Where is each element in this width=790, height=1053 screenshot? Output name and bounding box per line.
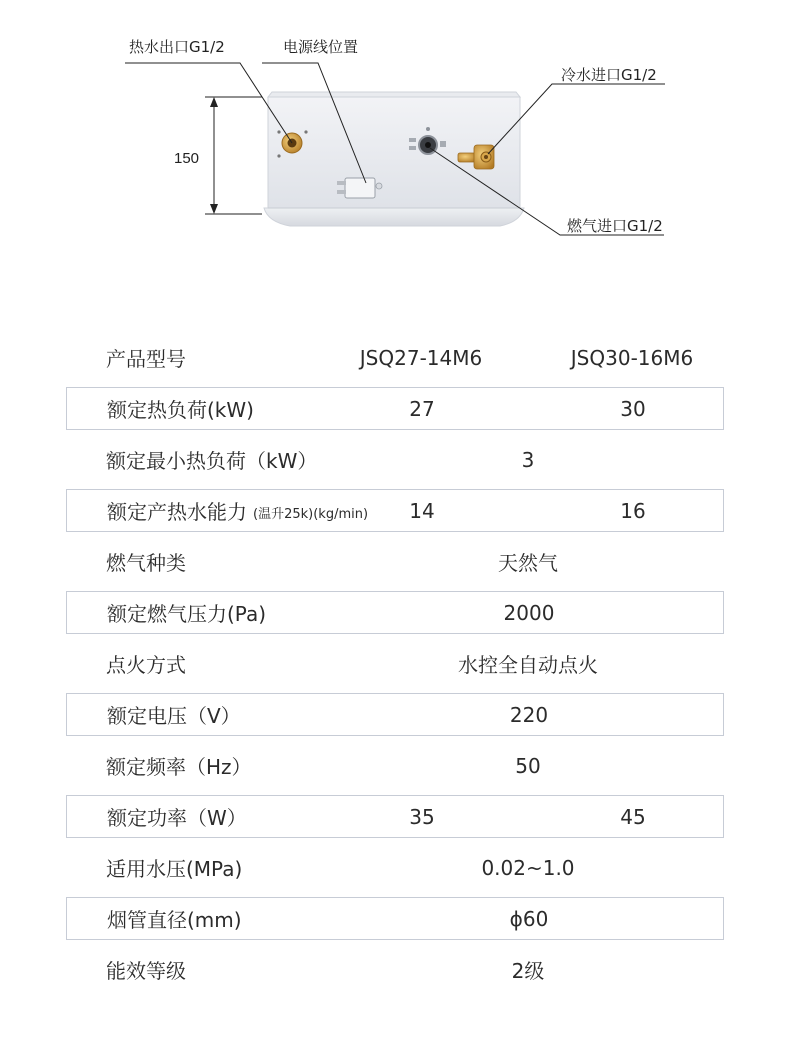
table-row-rated-power	[66, 795, 724, 838]
row-label: 额定最小热负荷（kW）	[106, 449, 318, 473]
heater-bottom-view	[0, 0, 790, 290]
row-value: 水控全自动点火	[458, 653, 598, 677]
row-label: 额定频率（Hz）	[106, 755, 252, 779]
row-label: 额定功率（W）	[107, 806, 247, 830]
row-label: 燃气种类	[106, 551, 186, 575]
spec-table	[66, 336, 724, 999]
table-row-energy-efficiency	[66, 948, 724, 991]
header-model-b: JSQ30-16M6	[570, 345, 694, 370]
table-row-gas-pressure	[66, 591, 724, 634]
table-header-row	[66, 336, 724, 379]
height-dimension-value: 150	[174, 150, 200, 167]
table-row-hot-water-capacity	[66, 489, 724, 532]
row-value-b: 45	[620, 804, 646, 829]
row-value: 220	[509, 702, 549, 727]
row-value-a: 35	[409, 804, 435, 829]
hot-water-outlet-label: 热水出口G1/2	[129, 38, 225, 56]
row-value: 2000	[503, 600, 555, 625]
power-cord-position-label: 电源线位置	[283, 38, 359, 56]
row-value-b: 30	[620, 396, 646, 421]
gas-inlet-label: 燃气进口G1/2	[567, 217, 663, 235]
table-row-gas-type	[66, 540, 724, 583]
row-value: 50	[515, 753, 541, 778]
header-label: 产品型号	[106, 347, 186, 371]
row-label-group	[107, 490, 368, 531]
table-row-rated-frequency	[66, 744, 724, 787]
row-label: 额定产热水能力	[107, 500, 247, 524]
row-value-a: 27	[409, 396, 435, 421]
height-dimension-line	[205, 97, 262, 214]
cold-water-inlet-label: 冷水进口G1/2	[561, 66, 657, 84]
row-label: 适用水压(MPa)	[106, 857, 243, 881]
row-value: 天然气	[498, 551, 558, 575]
table-row-rated-voltage	[66, 693, 724, 736]
row-value: 3	[521, 447, 535, 472]
row-value-b: 16	[620, 498, 646, 523]
row-value: 2级	[511, 959, 545, 983]
row-label: 烟管直径(mm)	[107, 908, 242, 932]
table-row-ignition-method	[66, 642, 724, 685]
table-row-water-pressure	[66, 846, 724, 889]
row-label: 额定热负荷(kW)	[107, 398, 254, 422]
row-value: ϕ60	[509, 906, 549, 931]
row-label: 能效等级	[106, 959, 186, 983]
row-label: 额定电压（V）	[107, 704, 241, 728]
table-row-min-heat-load	[66, 438, 724, 481]
row-label: 额定燃气压力(Pa)	[107, 602, 267, 626]
row-label: 点火方式	[106, 653, 186, 677]
header-model-a: JSQ27-14M6	[359, 345, 483, 370]
table-row-flue-diameter	[66, 897, 724, 940]
row-value-a: 14	[409, 498, 435, 523]
row-value: 0.02~1.0	[481, 855, 575, 880]
row-label-note: (温升25k)(kg/min)	[253, 506, 369, 522]
product-connection-diagram	[0, 0, 790, 290]
table-row-rated-heat-load	[66, 387, 724, 430]
